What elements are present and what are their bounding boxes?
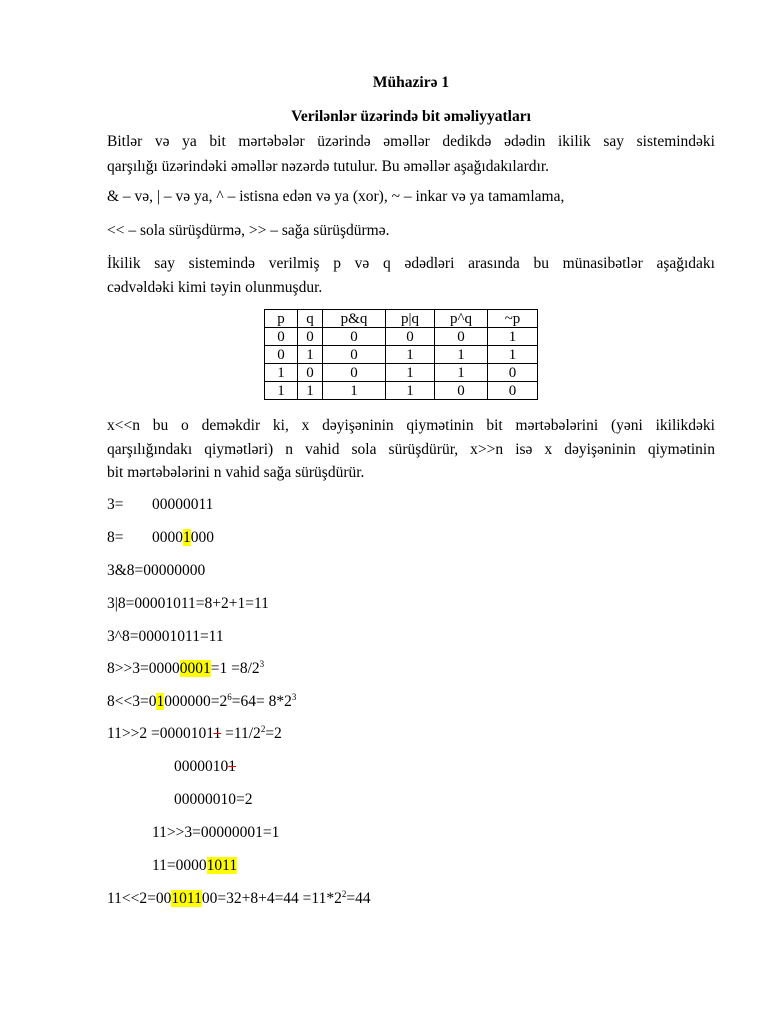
example-right-shift-8 bbox=[107, 658, 715, 680]
intro-line-2: qarşılığı üzərindəki əməllər nəzərdə tutulur. Bu əməllər aşağıdakılardır. bbox=[107, 158, 550, 175]
table-cell: 0 bbox=[488, 364, 538, 382]
table-cell: 1 bbox=[386, 382, 435, 400]
header-cell-not: ~p bbox=[488, 310, 538, 328]
header-cell-and: p&q bbox=[323, 310, 386, 328]
exponent: 3 bbox=[259, 659, 265, 669]
table-cell: 1 bbox=[298, 382, 323, 400]
table-cell: 0 bbox=[323, 364, 386, 382]
table-cell: 1 bbox=[435, 364, 488, 382]
example-text: 000000=2 bbox=[164, 693, 228, 710]
example-right-shift-11-by-3: 11>>3=00000001=1 bbox=[152, 824, 280, 841]
example-text: =64= 8*2 bbox=[231, 693, 292, 710]
example-text: 00=32+8+4=44 =11*2 bbox=[201, 890, 342, 907]
example-text: 0000010 bbox=[174, 758, 229, 775]
section-subtitle: Verilənlər üzərində bit əməliyyatları bbox=[291, 108, 531, 125]
example-text: 8>>3=0000 bbox=[107, 660, 180, 677]
table-cell: 0 bbox=[265, 328, 298, 346]
exponent: 6 bbox=[227, 692, 232, 702]
example-text: 11>>2 =0000101 bbox=[107, 725, 214, 742]
table-cell: 0 bbox=[265, 346, 298, 364]
table-cell: 1 bbox=[386, 364, 435, 382]
struck-bit: 1 bbox=[228, 758, 236, 775]
shift-line-2: qarşılığındakı qiymətləri) n vahid sola sürüşdürür, x>>n isə x dəyişəninin qiymətinin bbox=[107, 441, 715, 458]
shift-line-3: bit mərtəbələrini n vahid sağa sürüşdürür. bbox=[107, 464, 365, 481]
truth-table bbox=[264, 309, 538, 400]
example-text: =11/2 bbox=[221, 725, 261, 742]
table-row bbox=[265, 328, 538, 346]
example-value: 00000011 bbox=[152, 496, 214, 513]
exponent: 2 bbox=[260, 724, 266, 734]
table-cell: 1 bbox=[265, 382, 298, 400]
table-cell: 0 bbox=[488, 382, 538, 400]
exponent: 3 bbox=[291, 692, 297, 702]
example-left-shift-8 bbox=[107, 691, 715, 713]
example-11-binary bbox=[152, 855, 552, 877]
table-cell: 1 bbox=[323, 382, 386, 400]
table-cell: 0 bbox=[435, 382, 488, 400]
table-row bbox=[265, 364, 538, 382]
table-cell: 1 bbox=[488, 346, 538, 364]
operators-line-1: & – və, | – və ya, ^ – istisna edən və ya (xor), ~ – inkar və ya tamamlama, bbox=[107, 188, 565, 205]
table-row bbox=[265, 346, 538, 364]
table-cell: 0 bbox=[386, 328, 435, 346]
table-cell: 1 bbox=[298, 346, 323, 364]
page-title: Mühazirə 1 bbox=[372, 74, 450, 91]
example-value-suffix: 000 bbox=[190, 529, 214, 546]
table-cell: 0 bbox=[298, 364, 323, 382]
table-intro-line-2: cədvəldəki kimi təyin olunmuşdur. bbox=[107, 279, 323, 296]
header-cell-q: q bbox=[298, 310, 323, 328]
header-cell-xor: p^q bbox=[435, 310, 488, 328]
highlighted-bits: 1011 bbox=[206, 857, 238, 874]
example-or: 3|8=00001011=8+2+1=11 bbox=[107, 595, 269, 612]
shift-line-1: x<<n bu o deməkdir ki, x dəyişəninin qiymətinin bit mərtəbələrini (yəni ikilikdəki bbox=[107, 417, 715, 434]
example-text: =1 =8/2 bbox=[210, 660, 260, 677]
exponent: 2 bbox=[341, 889, 347, 899]
table-cell: 0 bbox=[298, 328, 323, 346]
example-left-shift-11 bbox=[107, 888, 715, 910]
example-xor: 3^8=00001011=11 bbox=[107, 628, 224, 645]
example-value-prefix: 0000 bbox=[152, 529, 183, 546]
truth-table-header-row bbox=[265, 310, 538, 328]
header-cell-or: p|q bbox=[386, 310, 435, 328]
example-right-shift-11-by-2 bbox=[107, 723, 715, 745]
table-cell: 1 bbox=[435, 346, 488, 364]
struck-bit: 1 bbox=[213, 725, 222, 742]
operators-line-2: << – sola sürüşdürmə, >> – sağa sürüşdürmə. bbox=[107, 222, 390, 239]
example-text: 11<<2=00 bbox=[107, 890, 172, 907]
table-cell: 0 bbox=[323, 328, 386, 346]
example-and: 3&8=00000000 bbox=[107, 562, 206, 579]
highlighted-bits: 1 bbox=[183, 529, 191, 546]
example-shift-step-2: 00000010=2 bbox=[174, 791, 253, 808]
example-shift-step-1 bbox=[174, 756, 574, 778]
table-cell: 0 bbox=[435, 328, 488, 346]
example-text: =44 bbox=[346, 890, 371, 907]
header-cell-p: p bbox=[265, 310, 298, 328]
table-cell: 1 bbox=[265, 364, 298, 382]
example-text: =2 bbox=[265, 725, 282, 742]
example-text: 11=0000 bbox=[152, 857, 207, 874]
table-cell: 1 bbox=[488, 328, 538, 346]
table-row bbox=[265, 382, 538, 400]
example-label: 3= bbox=[107, 496, 124, 513]
intro-line-1: Bitlər və ya bit mərtəbələr üzərində əməllər dedikdə ədədin ikilik say sistemindəki bbox=[107, 133, 715, 150]
table-cell: 0 bbox=[323, 346, 386, 364]
example-text: 8<<3=0 bbox=[107, 693, 157, 710]
example-3-binary bbox=[107, 494, 715, 516]
highlighted-bits: 1 bbox=[156, 693, 165, 710]
table-intro-line-1: İkilik say sistemində verilmiş p və q ədədləri arasında bu münasibətlər aşağıdakı bbox=[107, 255, 715, 272]
example-8-binary bbox=[107, 527, 715, 549]
example-label: 8= bbox=[107, 529, 124, 546]
highlighted-bits: 1011 bbox=[171, 890, 202, 907]
highlighted-bits: 0001 bbox=[179, 660, 211, 677]
table-cell: 1 bbox=[386, 346, 435, 364]
